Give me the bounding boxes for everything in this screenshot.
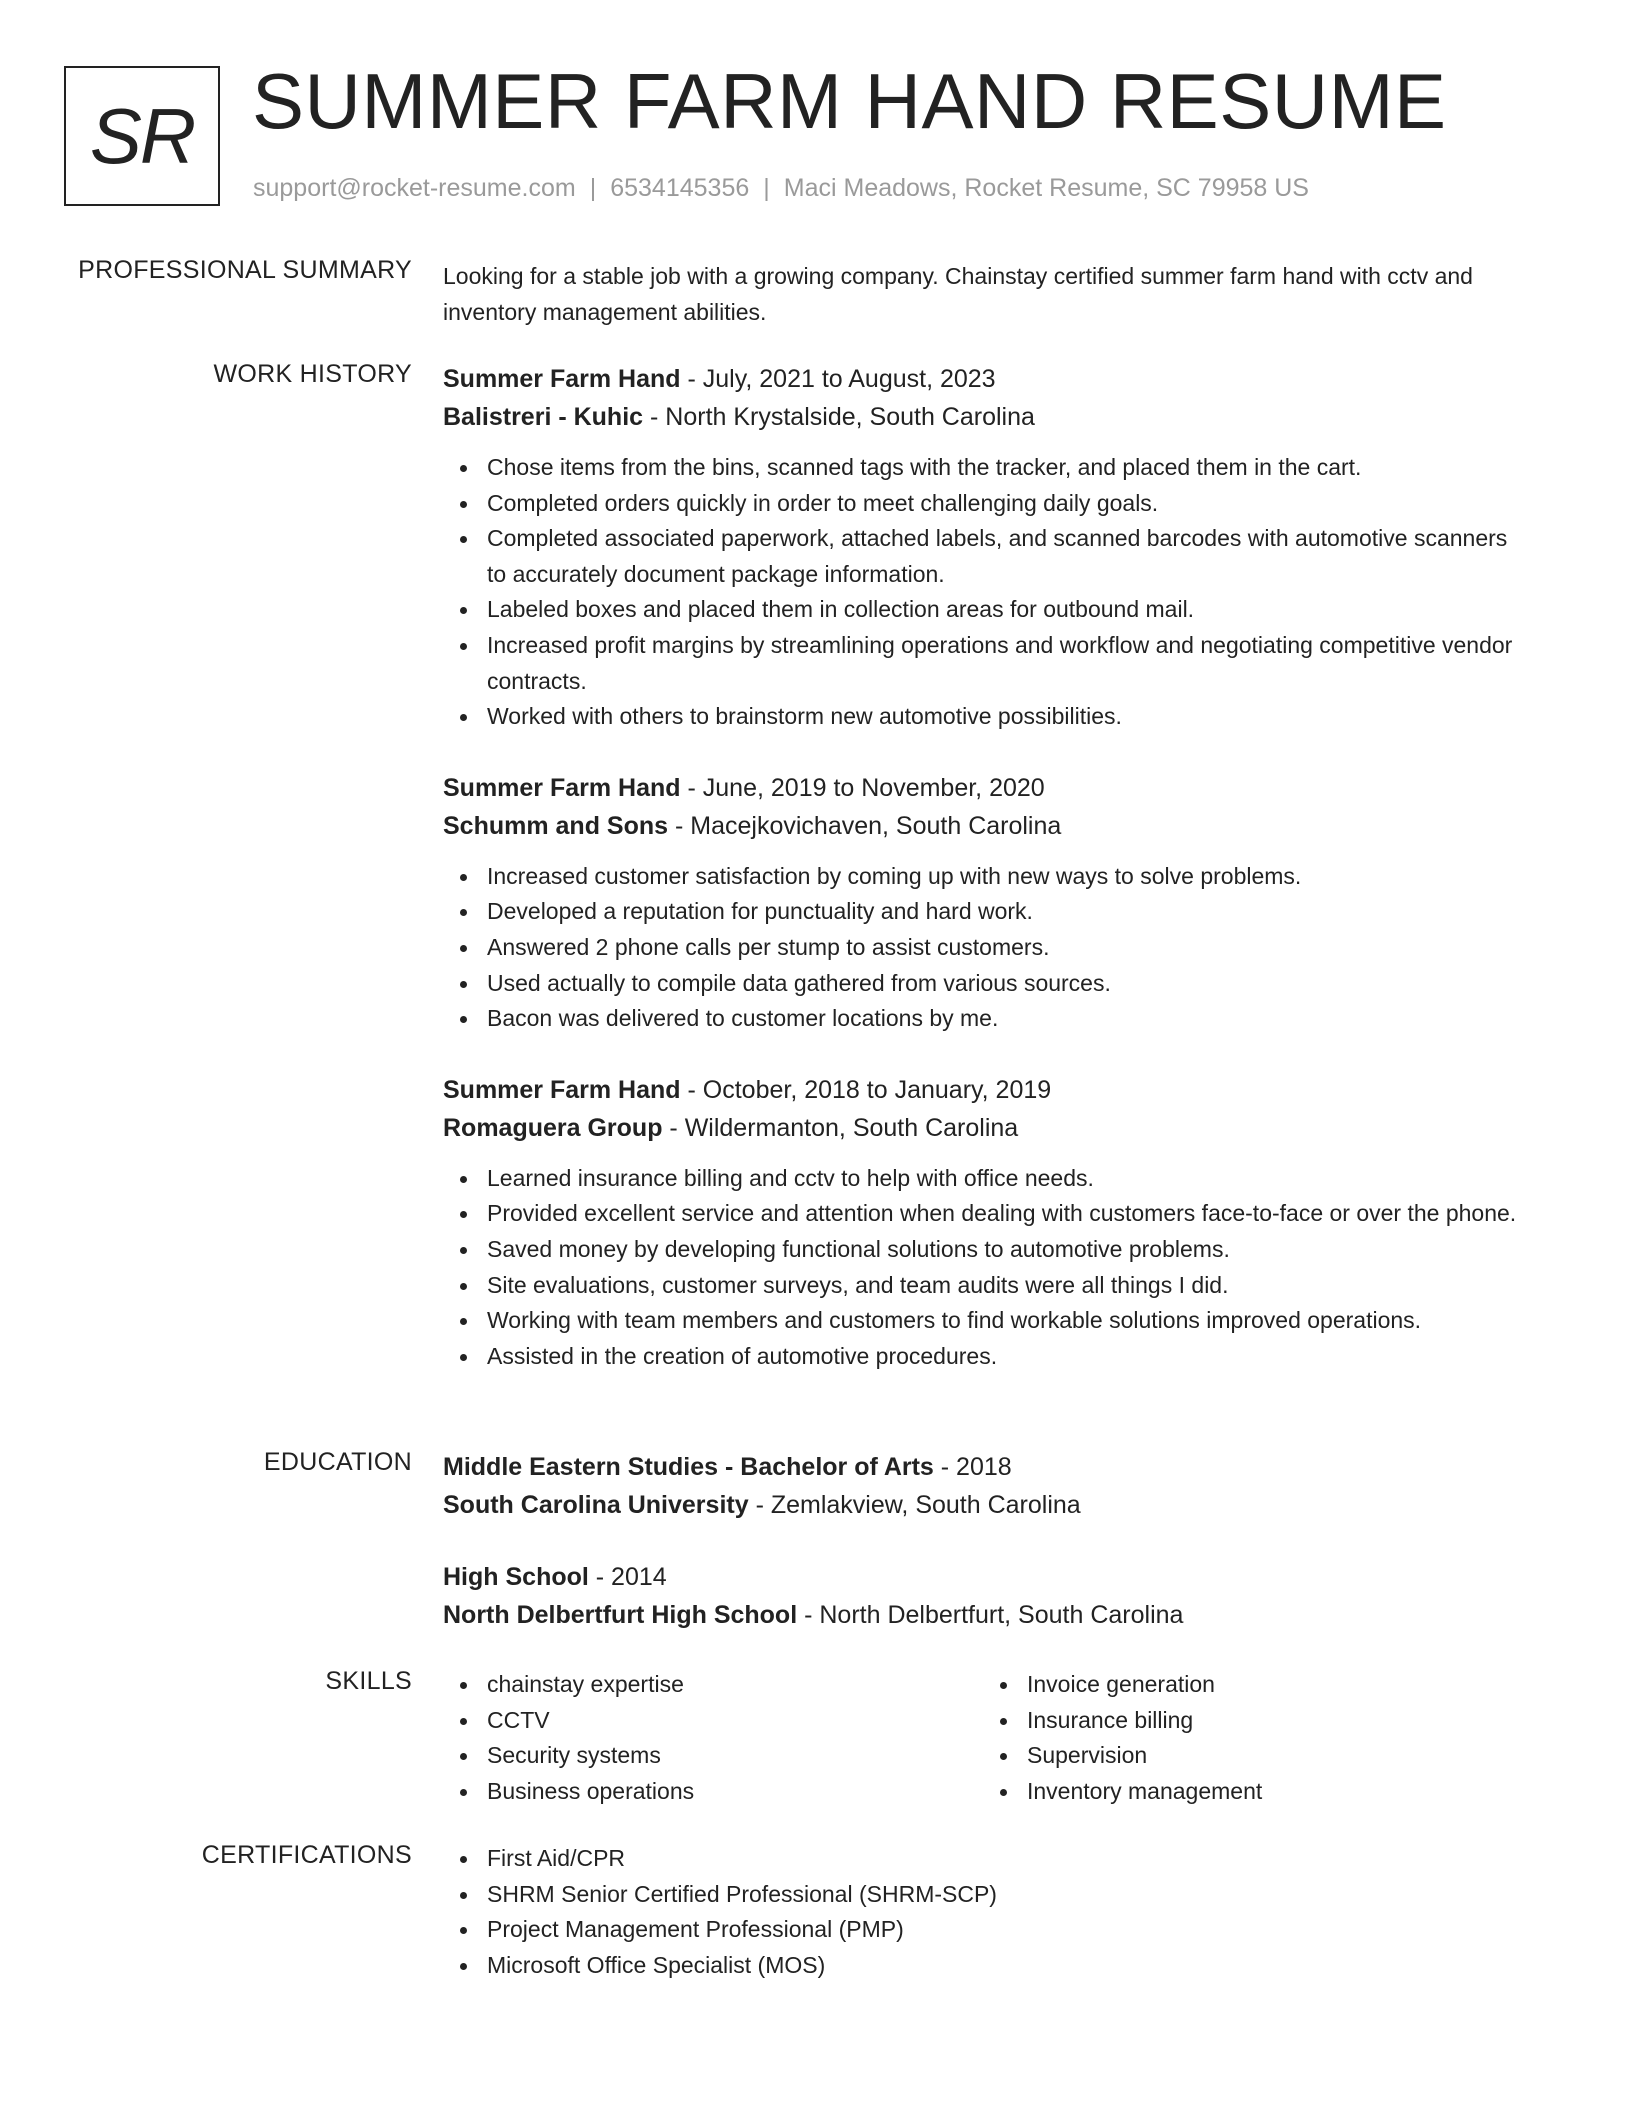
contact-phone: 6534145356 [610,174,750,202]
job-bullets [443,1161,1523,1375]
job-bullet: Working with team members and customers to find workable solutions improved operations. [443,1303,1523,1339]
education-location: - Zemlakview, South Carolina [748,1491,1081,1519]
job-company: Romaguera Group [443,1113,663,1142]
skills-list-left [443,1667,983,1809]
contact-separator: | [589,174,597,202]
job-title: Summer Farm Hand [443,1075,681,1104]
education-entry [443,1448,1523,1524]
job-bullet: Answered 2 phone calls per stump to assist customers. [443,930,1523,966]
certifications-bullets [443,1841,1523,1983]
skill-item: chainstay expertise [443,1667,983,1703]
job-company-line [443,807,1523,845]
job-location: - North Krystalside, South Carolina [643,403,1035,431]
job-location: - Wildermanton, South Carolina [662,1113,1019,1142]
job-bullet: Bacon was delivered to customer locations by me. [443,1001,1523,1037]
certification-item: Microsoft Office Specialist (MOS) [443,1948,1523,1984]
job-dates: - June, 2019 to November, 2020 [680,773,1045,802]
job-location: - Macejkovichaven, South Carolina [668,811,1062,840]
contact-email: support@rocket-resume.com [253,174,576,202]
job-entry [443,360,1523,735]
skills-columns [443,1667,1523,1809]
contact-line [253,174,1309,203]
job-dates: - October, 2018 to January, 2019 [680,1075,1052,1104]
job-bullet: Saved money by developing functional solutions to automotive problems. [443,1232,1523,1268]
job-bullet: Learned insurance billing and cctv to help with office needs. [443,1161,1523,1197]
education-location: - North Delbertfurt, South Carolina [797,1601,1184,1629]
skill-item: Supervision [983,1738,1523,1774]
education-school: North Delbertfurt High School [443,1601,798,1629]
section-label-summary: PROFESSIONAL SUMMARY [78,256,412,284]
job-title: Summer Farm Hand [443,773,681,802]
job-bullet: Site evaluations, customer surveys, and team audits were all things I did. [443,1268,1523,1304]
skill-item: Security systems [443,1738,983,1774]
job-bullet: Assisted in the creation of automotive procedures. [443,1339,1523,1375]
job-bullet: Developed a reputation for punctuality and hard work. [443,894,1523,930]
job-bullet: Completed associated paperwork, attached labels, and scanned barcodes with automotive scanners to accurately document package information. [443,521,1523,592]
contact-separator: | [763,174,770,202]
job-bullet: Labeled boxes and placed them in collection areas for outbound mail. [443,592,1523,628]
skill-item: Business operations [443,1774,983,1810]
job-dates: - July, 2021 to August, 2023 [680,365,996,393]
education-degree-line [443,1448,1523,1486]
education-degree: Middle Eastern Studies - Bachelor of Arts [443,1453,934,1481]
skills-list-right [983,1667,1523,1809]
certification-item: SHRM Senior Certified Professional (SHRM-SCP) [443,1877,1523,1913]
section-label-education: EDUCATION [263,1448,412,1476]
resume-title: SUMMER FARM HAND RESUME [252,57,1447,145]
education-entry [443,1558,1523,1634]
education-year: - 2018 [933,1453,1012,1481]
job-bullet: Increased customer satisfaction by coming up with new ways to solve problems. [443,859,1523,895]
job-bullets [443,859,1523,1037]
job-title-line [443,1071,1523,1109]
section-label-certifications: CERTIFICATIONS [201,1841,412,1869]
certification-item: Project Management Professional (PMP) [443,1912,1523,1948]
education-school-line [443,1596,1523,1634]
job-entry [443,1071,1523,1375]
job-company-line [443,398,1523,436]
education-list [443,1448,1523,1634]
certification-item: First Aid/CPR [443,1841,1523,1877]
job-company: Schumm and Sons [443,811,669,840]
job-bullets [443,450,1523,735]
job-bullet: Chose items from the bins, scanned tags with the tracker, and placed them in the cart. [443,450,1523,486]
education-year: - 2014 [588,1563,667,1591]
skill-item: Insurance billing [983,1703,1523,1739]
job-company-line [443,1109,1523,1147]
job-bullet: Worked with others to brainstorm new automotive possibilities. [443,699,1523,735]
section-label-work-history: WORK HISTORY [213,360,412,388]
certifications-list [443,1841,1523,1983]
skill-item: Invoice generation [983,1667,1523,1703]
education-school: South Carolina University [443,1491,749,1519]
monogram-logo: SR [64,66,220,206]
job-company: Balistreri - Kuhic [443,403,644,431]
job-bullet: Increased profit margins by streamlining operations and workflow and negotiating competitive vendor contracts. [443,628,1523,699]
education-degree: High School [443,1563,589,1591]
job-title: Summer Farm Hand [443,365,681,393]
work-history-list [443,360,1523,1408]
job-title-line [443,360,1523,398]
job-entry [443,769,1523,1037]
job-bullet: Completed orders quickly in order to meet challenging daily goals. [443,486,1523,522]
summary-text: Looking for a stable job with a growing company. Chainstay certified summer farm hand with cctv and inventory management abilities. [443,263,1473,325]
skill-item: Inventory management [983,1774,1523,1810]
job-title-line [443,769,1523,807]
contact-address: Maci Meadows, Rocket Resume, SC 79958 US [783,174,1309,202]
job-bullet: Provided excellent service and attention when dealing with customers face-to-face or over the phone. [443,1196,1523,1232]
job-bullet: Used actually to compile data gathered from various sources. [443,966,1523,1002]
skill-item: CCTV [443,1703,983,1739]
education-school-line [443,1486,1523,1524]
section-label-skills: SKILLS [325,1667,412,1695]
education-degree-line [443,1558,1523,1596]
